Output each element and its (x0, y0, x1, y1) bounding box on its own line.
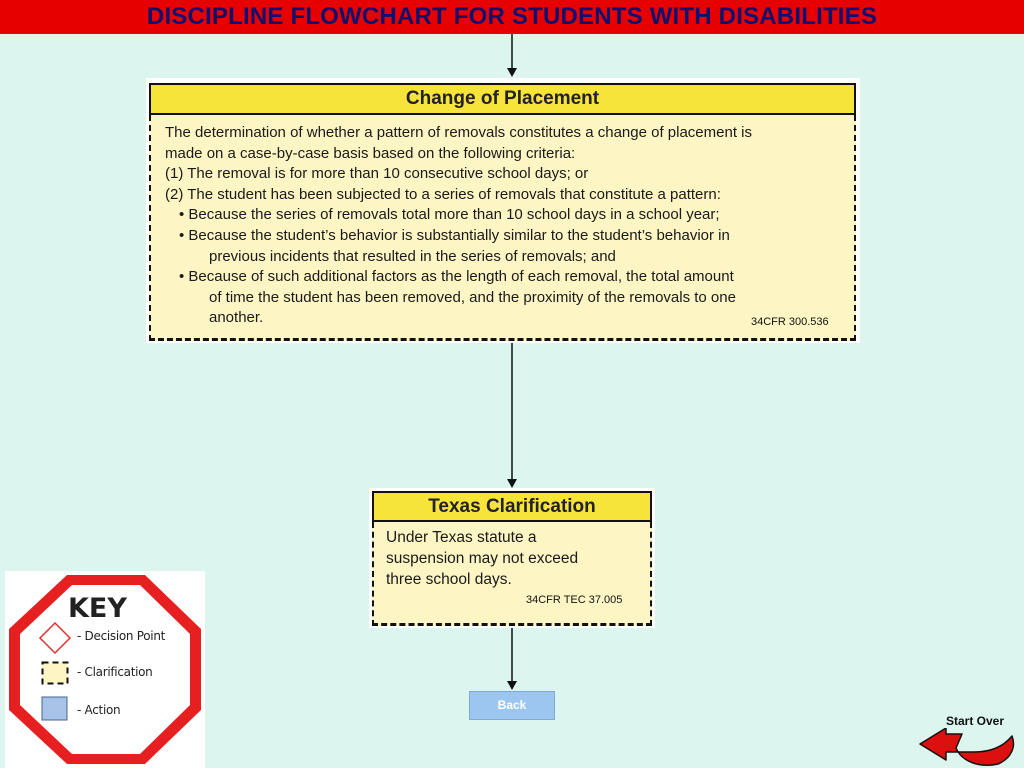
criteria-line: The determination of whether a pattern of removals constitutes a change of placement is (165, 124, 752, 141)
change-of-placement-body (149, 115, 856, 341)
criteria-bullet: • Because the series of removals total more than 10 school days in a school year; (179, 206, 720, 224)
texas-clarification-heading-text: Texas Clarification (428, 496, 596, 517)
criteria-line: (1) The removal is for more than 10 consecutive school days; or (165, 165, 589, 183)
arrow-middle (506, 343, 518, 489)
page-title: DISCIPLINE FLOWCHART FOR STUDENTS WITH DISABILITIES (146, 3, 878, 30)
criteria-bullet-continued: another. (209, 309, 264, 327)
change-of-placement-heading-text: Change of Placement (405, 88, 600, 109)
change-of-placement-citation: 34CFR 300.536 (751, 316, 829, 328)
clarification-box-icon (41, 661, 69, 685)
key-label-clarification: - Clarification (77, 665, 153, 679)
texas-clarification-body (372, 522, 652, 626)
criteria-bullet-continued: previous incidents that resulted in the series of removals; and (209, 247, 616, 265)
key-label-decision: - Decision Point (77, 629, 166, 643)
key-legend (5, 571, 205, 768)
change-of-placement-box (146, 78, 860, 343)
start-over-arrow-icon[interactable] (916, 728, 1020, 768)
arrow-bottom (506, 628, 518, 691)
criteria-bullet: • Because the student’s behavior is substantially similar to the student’s behavior in (179, 226, 730, 244)
criteria-bullet: • Because of such additional factors as the length of each removal, the total amount (179, 268, 734, 286)
clarification-line: Under Texas statute a (386, 529, 537, 546)
key-label-action: - Action (77, 703, 121, 717)
clarification-line: three school days. (386, 571, 512, 588)
texas-clarification-citation: 34CFR TEC 37.005 (526, 594, 623, 606)
action-box-icon (41, 696, 69, 722)
title-bar (0, 0, 1024, 34)
back-button[interactable]: Back (469, 691, 555, 720)
arrow-top (506, 34, 518, 78)
criteria-bullet-continued: of time the student has been removed, and the proximity of the removals to one (209, 288, 736, 306)
diamond-icon (38, 621, 72, 655)
texas-clarification-box (369, 488, 655, 628)
criteria-line: (2) The student has been subjected to a series of removals that constitute a pattern: (165, 185, 721, 203)
clarification-line: suspension may not exceed (386, 550, 579, 567)
criteria-line: made on a case-by-case basis based on the following criteria: (165, 144, 576, 162)
change-of-placement-heading (149, 83, 856, 115)
key-title: KEY (68, 593, 127, 624)
start-over-label[interactable]: Start Over (946, 714, 1005, 728)
texas-clarification-heading (372, 491, 652, 522)
